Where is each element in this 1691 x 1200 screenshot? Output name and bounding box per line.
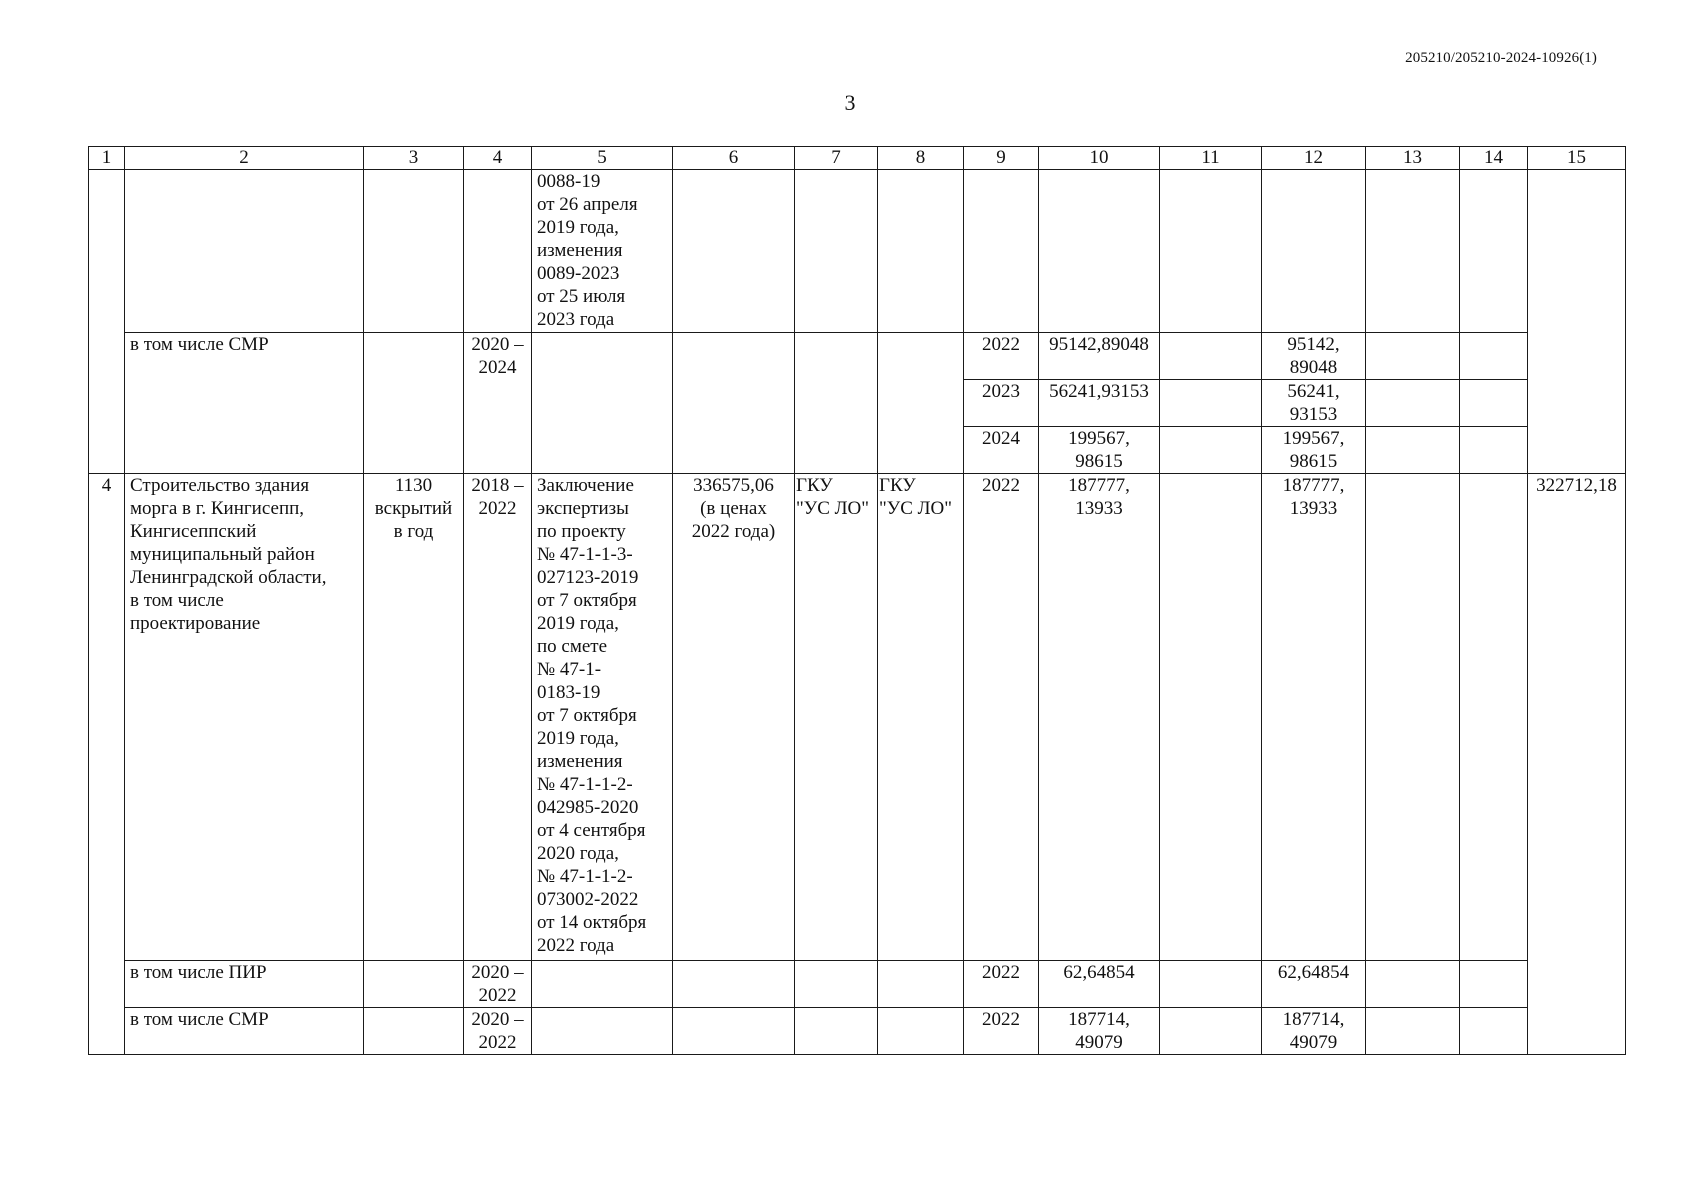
year: 2023 bbox=[964, 380, 1039, 427]
table-cell bbox=[964, 170, 1039, 333]
col-header: 6 bbox=[673, 147, 795, 170]
table-cell bbox=[878, 333, 964, 380]
value-col12: 199567, 98615 bbox=[1262, 427, 1366, 474]
header-row bbox=[89, 147, 1626, 170]
table-cell bbox=[795, 427, 878, 474]
table-cell bbox=[464, 170, 532, 333]
table-cell bbox=[1528, 961, 1626, 1008]
period: 2018 – 2022 bbox=[464, 474, 532, 961]
table-cell bbox=[673, 427, 795, 474]
customer: ГКУ "УС ЛО" bbox=[795, 474, 878, 961]
table-row-continuation bbox=[89, 170, 1626, 333]
period: 2020 – 2022 bbox=[464, 961, 532, 1008]
table-cell bbox=[532, 1008, 673, 1055]
col-header: 5 bbox=[532, 147, 673, 170]
table-cell bbox=[364, 170, 464, 333]
table-cell bbox=[532, 333, 673, 380]
table-cell bbox=[1160, 961, 1262, 1008]
table-row-smr bbox=[89, 1008, 1626, 1055]
value-col10: 56241,93153 bbox=[1039, 380, 1160, 427]
estimated-cost: 336575,06 (в ценах 2022 года) bbox=[673, 474, 795, 961]
table-cell bbox=[464, 380, 532, 427]
col-header: 12 bbox=[1262, 147, 1366, 170]
row-label: в том числе СМР bbox=[125, 1008, 364, 1055]
table-cell bbox=[532, 427, 673, 474]
table-cell bbox=[364, 427, 464, 474]
table-cell bbox=[125, 380, 364, 427]
table-cell bbox=[878, 961, 964, 1008]
expertise-text: Заключение экспертизы по проекту № 47-1-1-3- 027123-2019 от 7 октября 2019 года, по смете № 47-1- 0183-19 от 7 октября 2019 года, изменения № 47-1-1-2- 042985-2020 от 4 сентября 2020 года, № 47-1-1-2- 073002-2022 от 14 октября 2022 года bbox=[532, 474, 673, 961]
table-row-smr bbox=[89, 380, 1626, 427]
value-col10: 187714, 49079 bbox=[1039, 1008, 1160, 1055]
table-cell bbox=[1460, 380, 1528, 427]
table-cell bbox=[125, 170, 364, 333]
table-cell bbox=[464, 427, 532, 474]
table-cell bbox=[1460, 1008, 1528, 1055]
value-col10: 199567, 98615 bbox=[1039, 427, 1160, 474]
table-cell bbox=[1366, 474, 1460, 961]
table-cell bbox=[1460, 474, 1528, 961]
value-col12: 187777, 13933 bbox=[1262, 474, 1366, 961]
col-header: 9 bbox=[964, 147, 1039, 170]
col-header: 1 bbox=[89, 147, 125, 170]
table-cell bbox=[1039, 170, 1160, 333]
table-cell bbox=[1160, 427, 1262, 474]
period: 2020 – 2024 bbox=[464, 333, 532, 380]
table-cell bbox=[673, 961, 795, 1008]
col-header: 7 bbox=[795, 147, 878, 170]
value-col10: 187777, 13933 bbox=[1039, 474, 1160, 961]
table-cell bbox=[364, 1008, 464, 1055]
col-header: 13 bbox=[1366, 147, 1460, 170]
row-label: в том числе ПИР bbox=[125, 961, 364, 1008]
table-cell bbox=[364, 380, 464, 427]
table-cell bbox=[1366, 333, 1460, 380]
value-col15: 322712,18 bbox=[1528, 474, 1626, 961]
table-row-smr bbox=[89, 333, 1626, 380]
col-header: 14 bbox=[1460, 147, 1528, 170]
col-header: 8 bbox=[878, 147, 964, 170]
value-col12: 56241, 93153 bbox=[1262, 380, 1366, 427]
page-number: 3 bbox=[844, 90, 856, 115]
table-cell bbox=[1460, 427, 1528, 474]
table-cell bbox=[1160, 474, 1262, 961]
table-cell bbox=[673, 380, 795, 427]
table-cell bbox=[673, 1008, 795, 1055]
table-cell bbox=[878, 1008, 964, 1055]
table-cell bbox=[1160, 170, 1262, 333]
table-cell bbox=[795, 333, 878, 380]
data-table bbox=[88, 146, 1626, 1055]
table-cell bbox=[1528, 380, 1626, 427]
table-cell bbox=[878, 380, 964, 427]
value-col10: 62,64854 bbox=[1039, 961, 1160, 1008]
table-cell bbox=[364, 333, 464, 380]
period: 2020 – 2022 bbox=[464, 1008, 532, 1055]
table-cell bbox=[878, 427, 964, 474]
table-cell bbox=[89, 170, 125, 333]
table-cell bbox=[673, 333, 795, 380]
table-cell bbox=[1160, 380, 1262, 427]
table-cell bbox=[125, 427, 364, 474]
table-row-item-4 bbox=[89, 474, 1626, 961]
table-cell bbox=[1366, 170, 1460, 333]
table-cell bbox=[1366, 380, 1460, 427]
table-cell bbox=[1528, 170, 1626, 333]
col-header: 15 bbox=[1528, 147, 1626, 170]
table-cell bbox=[1366, 1008, 1460, 1055]
col-header: 11 bbox=[1160, 147, 1262, 170]
table-cell bbox=[673, 170, 795, 333]
table-cell bbox=[1262, 170, 1366, 333]
col-header: 3 bbox=[364, 147, 464, 170]
year: 2024 bbox=[964, 427, 1039, 474]
table-cell bbox=[1528, 333, 1626, 380]
expertise-continuation: 0088-19 от 26 апреля 2019 года, изменения 0089-2023 от 25 июля 2023 года bbox=[532, 170, 673, 333]
table-cell bbox=[89, 333, 125, 380]
col-header: 4 bbox=[464, 147, 532, 170]
table-cell bbox=[89, 380, 125, 427]
table-cell bbox=[795, 170, 878, 333]
document-id: 205210/205210-2024-10926(1) bbox=[1405, 50, 1597, 66]
value-col10: 95142,89048 bbox=[1039, 333, 1160, 380]
value-col12: 187714, 49079 bbox=[1262, 1008, 1366, 1055]
table-cell bbox=[89, 427, 125, 474]
value-col12: 95142, 89048 bbox=[1262, 333, 1366, 380]
table-cell bbox=[1366, 427, 1460, 474]
table-cell bbox=[795, 1008, 878, 1055]
table-row-pir bbox=[89, 961, 1626, 1008]
developer: ГКУ "УС ЛО" bbox=[878, 474, 964, 961]
table-cell bbox=[1160, 333, 1262, 380]
year: 2022 bbox=[964, 474, 1039, 961]
table-row-smr bbox=[89, 427, 1626, 474]
table-cell bbox=[532, 380, 673, 427]
row-number: 4 bbox=[89, 474, 125, 961]
table-cell bbox=[878, 170, 964, 333]
year: 2022 bbox=[964, 1008, 1039, 1055]
value-col12: 62,64854 bbox=[1262, 961, 1366, 1008]
table-cell bbox=[1366, 961, 1460, 1008]
col-header: 2 bbox=[125, 147, 364, 170]
col-header: 10 bbox=[1039, 147, 1160, 170]
capacity: 1130 вскрытий в год bbox=[364, 474, 464, 961]
table-cell bbox=[89, 961, 125, 1008]
table-cell bbox=[364, 961, 464, 1008]
year: 2022 bbox=[964, 333, 1039, 380]
table-cell bbox=[1460, 333, 1528, 380]
year: 2022 bbox=[964, 961, 1039, 1008]
table-cell bbox=[1528, 427, 1626, 474]
table-cell bbox=[1160, 1008, 1262, 1055]
object-name: Строительство здания морга в г. Кингисепп, Кингисеппский муниципальный район Ленинградской области, в том числе проектирование bbox=[125, 474, 364, 961]
table-cell bbox=[89, 1008, 125, 1055]
table-cell bbox=[1460, 170, 1528, 333]
table-cell bbox=[1528, 1008, 1626, 1055]
row-label: в том числе СМР bbox=[125, 333, 364, 380]
table-cell bbox=[795, 961, 878, 1008]
table-cell bbox=[1460, 961, 1528, 1008]
table-cell bbox=[795, 380, 878, 427]
table-cell bbox=[532, 961, 673, 1008]
